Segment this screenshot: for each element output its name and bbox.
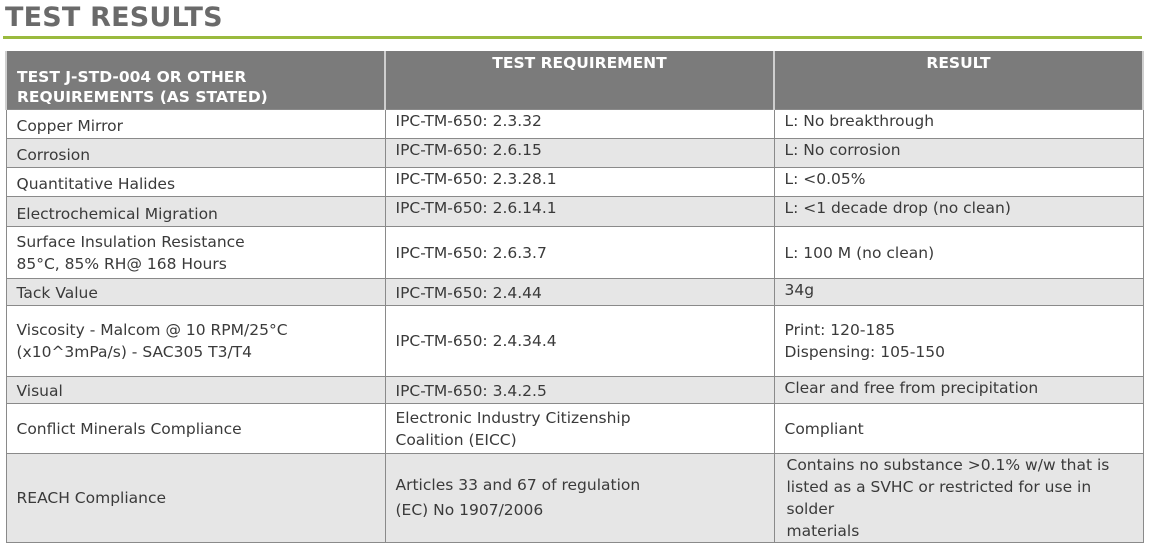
table-row (6, 139, 1143, 168)
table-row (6, 279, 1143, 306)
result-cell (774, 404, 1143, 454)
header-test-requirement: TEST REQUIREMENT (385, 51, 774, 110)
cell-text: Conflict Minerals Compliance (16, 419, 242, 438)
cell-text: Corrosion (16, 146, 91, 164)
requirement-cell (6, 139, 385, 168)
cell-text: 85°C, 85% RH@ 168 Hours (16, 254, 227, 273)
cell-text: Clear and free from precipitation (784, 379, 1039, 397)
cell-text: IPC-TM-650: 2.6.15 (395, 141, 542, 159)
cell-text: Dispensing: 105-150 (784, 343, 945, 361)
requirement-cell (6, 404, 385, 454)
result-cell (774, 168, 1143, 197)
result-cell (774, 197, 1143, 227)
result-cell (774, 454, 1143, 543)
table-row (6, 110, 1143, 139)
cell-text: IPC-TM-650: 2.6.3.7 (395, 243, 547, 262)
cell-text: Surface Insulation Resistance (16, 232, 245, 251)
requirement-cell (6, 377, 385, 404)
cell-text: Print: 120-185 (784, 321, 896, 339)
cell-text: 34g (784, 281, 815, 299)
cell-text: Coalition (EICC) (395, 430, 517, 449)
table-row (6, 227, 1143, 279)
cell-text: materials (786, 522, 860, 540)
page-title: TEST RESULTS (5, 2, 223, 33)
requirement-cell (6, 110, 385, 139)
cell-text: IPC-TM-650: 2.6.14.1 (395, 199, 557, 217)
test-requirement-cell (385, 110, 774, 139)
table-row (6, 377, 1143, 404)
requirement-cell (6, 227, 385, 279)
test-requirement-cell (385, 404, 774, 454)
cell-text: L: 100 M (no clean) (784, 243, 935, 262)
test-requirement-cell (385, 377, 774, 404)
test-requirement-cell (385, 454, 774, 543)
cell-text: IPC-TM-650: 2.3.28.1 (395, 170, 557, 188)
cell-text: IPC-TM-650: 2.3.32 (395, 112, 542, 130)
cell-text: REACH Compliance (16, 489, 167, 507)
result-cell (774, 279, 1143, 306)
result-cell (774, 377, 1143, 404)
cell-text: Quantitative Halides (16, 175, 176, 193)
cell-text: IPC-TM-650: 2.4.44 (395, 284, 542, 302)
result-cell (774, 306, 1143, 377)
cell-text: Electronic Industry Citizenship (395, 408, 631, 427)
requirement-cell (6, 168, 385, 197)
result-cell (774, 139, 1143, 168)
table-header-row (6, 51, 1143, 110)
cell-text: Viscosity - Malcom @ 10 RPM/25°C (16, 321, 288, 339)
cell-text: IPC-TM-650: 3.4.2.5 (395, 382, 547, 400)
requirement-cell (6, 197, 385, 227)
cell-text: L: No corrosion (784, 141, 901, 159)
table-row (6, 404, 1143, 454)
title-underline (3, 36, 1142, 39)
cell-text: listed as a SVHC or restricted for use in solder (786, 478, 1092, 518)
test-requirement-cell (385, 279, 774, 306)
test-requirement-cell (385, 306, 774, 377)
cell-text: Articles 33 and 67 of regulation (395, 476, 641, 494)
requirement-cell (6, 279, 385, 306)
header-requirement-line: REQUIREMENTS (AS STATED) (17, 88, 268, 106)
test-requirement-cell (385, 227, 774, 279)
cell-text: IPC-TM-650: 2.4.34.4 (395, 332, 557, 350)
requirement-cell (6, 306, 385, 377)
header-requirement-line: TEST J-STD-004 OR OTHER (17, 68, 247, 86)
cell-text: (EC) No 1907/2006 (395, 501, 544, 519)
requirement-cell (6, 454, 385, 543)
table-row (6, 306, 1143, 377)
result-cell (774, 227, 1143, 279)
cell-text: L: <1 decade drop (no clean) (784, 199, 1011, 217)
result-cell (774, 110, 1143, 139)
header-requirement (6, 51, 385, 110)
table-row (6, 168, 1143, 197)
cell-text: Contains no substance >0.1% w/w that is (786, 456, 1110, 474)
test-results-table (5, 51, 1144, 543)
cell-text: (x10^3mPa/s) - SAC305 T3/T4 (16, 343, 253, 361)
test-requirement-cell (385, 197, 774, 227)
cell-text: L: <0.05% (784, 170, 866, 188)
cell-text: Electrochemical Migration (16, 205, 218, 223)
cell-text: Copper Mirror (16, 117, 123, 135)
cell-text: L: No breakthrough (784, 112, 935, 130)
cell-text: Tack Value (16, 284, 98, 302)
table-row (6, 454, 1143, 543)
table-row (6, 197, 1143, 227)
test-requirement-cell (385, 168, 774, 197)
header-result: RESULT (774, 51, 1143, 110)
cell-text: Visual (16, 382, 63, 400)
cell-text: Compliant (784, 419, 864, 438)
test-requirement-cell (385, 139, 774, 168)
